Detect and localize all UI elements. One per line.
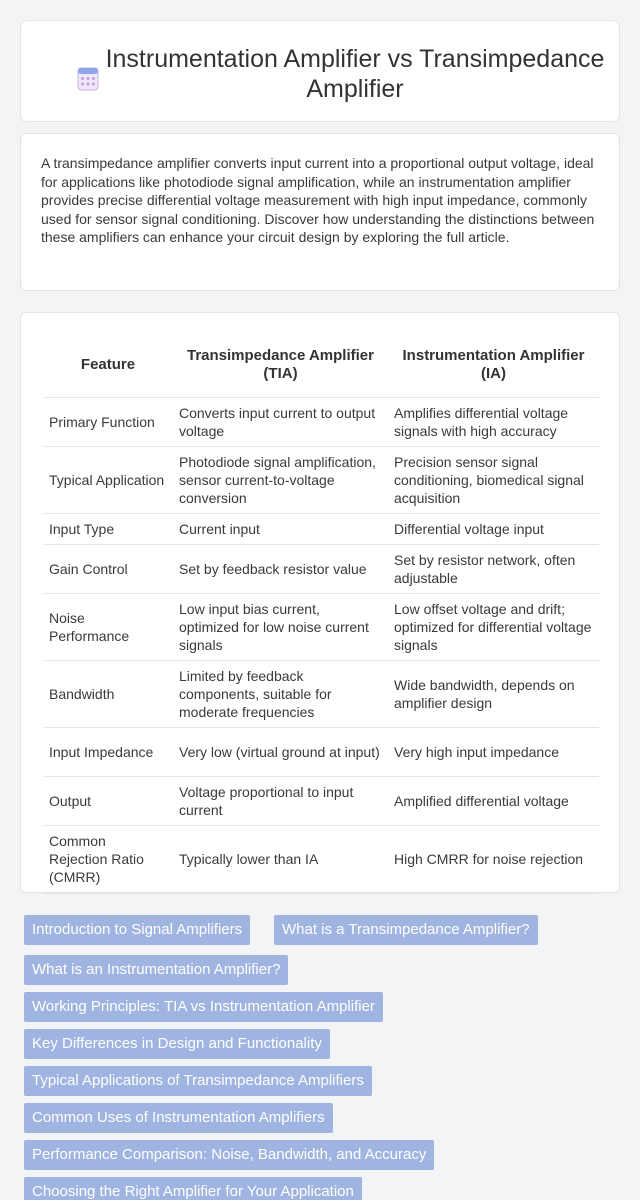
table-cell-tia: Low input bias current, optimized for low noise current signals [173,593,388,660]
table-row [43,776,599,825]
table-cell-feature: Common Rejection Ratio (CMRR) [43,825,173,893]
column-header-ia: Instrumentation Amplifier (IA) [388,333,599,397]
table-cell-feature: Output [43,776,173,825]
topic-link[interactable]: Working Principles: TIA vs Instrumentation Amplifier [24,992,383,1022]
table-cell-tia: Converts input current to output voltage [173,397,388,446]
intro-card [20,133,620,291]
table-cell-feature: Input Impedance [43,727,173,776]
topic-link[interactable]: What is a Transimpedance Amplifier? [274,915,538,945]
table-row [43,397,599,446]
table-row [43,446,599,513]
table-cell-feature: Gain Control [43,544,173,593]
table-cell-ia: Amplified differential voltage [388,776,599,825]
title-card [20,20,620,122]
table-cell-feature: Primary Function [43,397,173,446]
intro-paragraph: A transimpedance amplifier converts input current into a proportional output voltage, ideal for applications like photodiode signal amplification, while an instrumentation amplifier provides precise differential voltage measurement with high input impedance, commonly used for sensor signal conditioning. Discover how understanding the distinctions between these amplifiers can enhance your circuit design by exploring the full article. [41,155,595,245]
table-cell-tia: Photodiode signal amplification, sensor current-to-voltage conversion [173,446,388,513]
table-cell-feature: Bandwidth [43,660,173,727]
topic-link[interactable]: Typical Applications of Transimpedance Amplifiers [24,1066,372,1096]
comparison-table-card [20,312,620,893]
table-cell-feature: Noise Performance [43,593,173,660]
table-cell-ia: Low offset voltage and drift; optimized for differential voltage signals [388,593,599,660]
table-cell-ia: Wide bandwidth, depends on amplifier design [388,660,599,727]
topic-link[interactable]: What is an Instrumentation Amplifier? [24,955,288,985]
table-cell-feature: Input Type [43,513,173,544]
table-cell-tia: Very low (virtual ground at input) [173,727,388,776]
table-cell-tia: Set by feedback resistor value [173,544,388,593]
table-cell-tia: Typically lower than IA [173,825,388,893]
topic-link[interactable]: Introduction to Signal Amplifiers [24,915,250,945]
table-cell-ia: Very high input impedance [388,727,599,776]
comparison-table [43,333,599,894]
table-row [43,513,599,544]
table-cell-ia: Set by resistor network, often adjustable [388,544,599,593]
table-row [43,593,599,660]
page-title: Instrumentation Amplifier vs Transimpedance Amplifier [105,45,605,103]
topic-link[interactable]: Common Uses of Instrumentation Amplifiers [24,1103,333,1133]
column-header-feature: Feature [43,333,173,397]
table-row [43,660,599,727]
table-header-row [43,333,599,397]
table-cell-tia: Limited by feedback components, suitable for moderate frequencies [173,660,388,727]
table-row [43,727,599,776]
topic-link[interactable]: Key Differences in Design and Functionality [24,1029,330,1059]
table-row [43,544,599,593]
column-header-tia: Transimpedance Amplifier (TIA) [173,333,388,397]
table-cell-tia: Voltage proportional to input current [173,776,388,825]
table-cell-ia: Amplifies differential voltage signals with high accuracy [388,397,599,446]
table-cell-ia: High CMRR for noise rejection [388,825,599,893]
table-cell-feature: Typical Application [43,446,173,513]
table-cell-ia: Precision sensor signal conditioning, biomedical signal acquisition [388,446,599,513]
topic-link[interactable]: Choosing the Right Amplifier for Your Application [24,1177,362,1200]
table-cell-tia: Current input [173,513,388,544]
topic-link[interactable]: Performance Comparison: Noise, Bandwidth, and Accuracy [24,1140,434,1170]
table-cell-ia: Differential voltage input [388,513,599,544]
table-row [43,825,599,893]
